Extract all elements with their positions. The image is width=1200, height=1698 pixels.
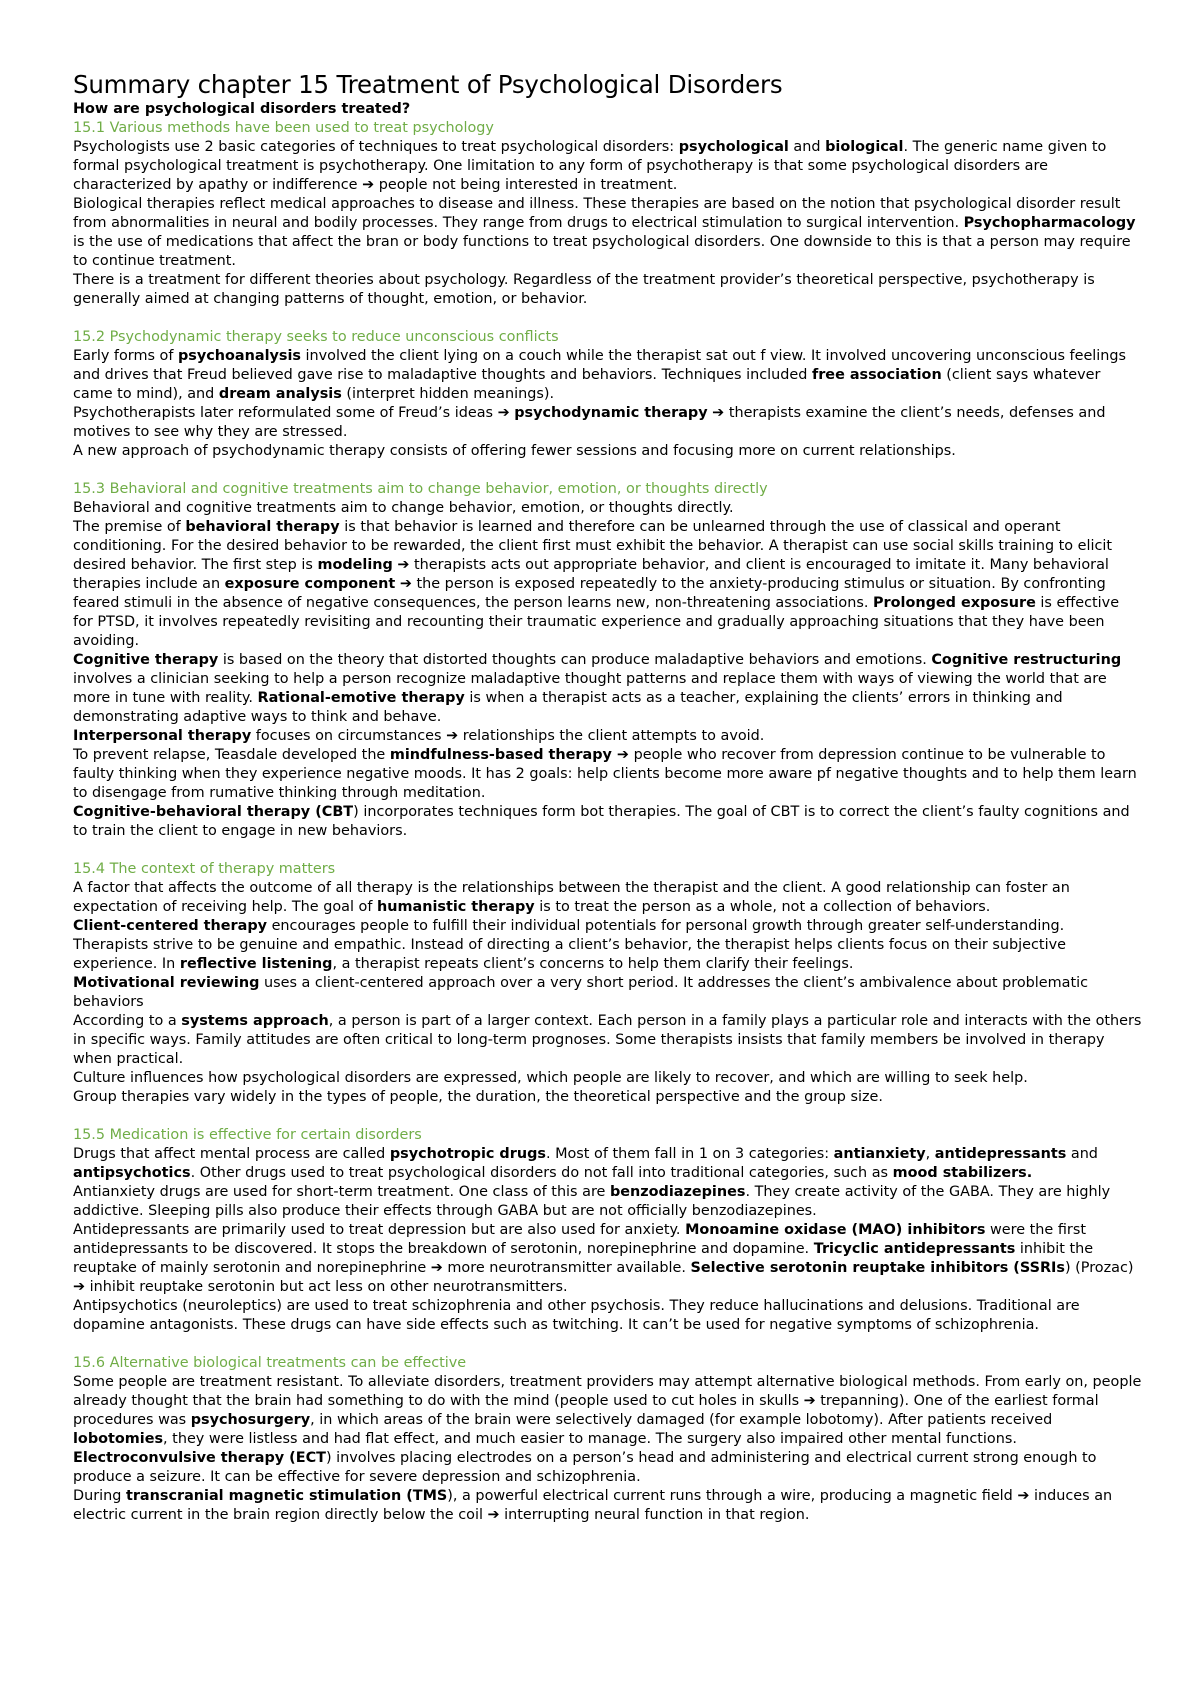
paragraph [73,1373,1143,1449]
text-run: is the use of medications that affect the bran or body functions to treat psychological disorders. One downside to this is that a person may require to continue treatment. [73,234,1131,269]
text-run: and [788,139,826,155]
paragraph [73,1449,1143,1487]
text-run: , they were listless and had flat effect, and much easier to manage. The surgery also impaired other mental functions. [163,1431,1017,1447]
bold-term: antidepressants [934,1146,1067,1162]
paragraph [73,1297,1143,1335]
text-run: is effective for PTSD, it involves repeatedly revisiting and recounting their traumatic experience and gradually approaching situations that they have been avoiding. [73,595,1120,649]
paragraph [73,1183,1143,1221]
section-1 [73,119,1143,309]
text-run: A new approach of psychodynamic therapy consists of offering fewer sessions and focusing more on current relationships. [73,443,956,459]
document-page [73,70,1143,1525]
paragraph [73,499,1143,518]
paragraph [73,1487,1143,1525]
document-subtitle: How are psychological disorders treated? [73,101,411,117]
section-6 [73,1354,1143,1525]
paragraph [73,879,1143,917]
text-run: Antidepressants are primarily used to treat depression but are also used for anxiety. [73,1222,686,1238]
paragraph [73,1145,1143,1183]
text-run: ) involves placing electrodes on a person’s head and administering and electrical current strong enough to produce a seizure. It can be effective for severe depression and schizophrenia. [73,1450,1097,1485]
paragraph [73,138,1143,195]
text-run: , a person is part of a larger context. Each person in a family plays a particular role and interacts with the others in specific ways. Family attitudes are often critical to long-term prognoses. Some therapists insists that family members be involved in therapy when practical. [73,1013,1142,1067]
bold-term: reflective listening [179,956,333,972]
text-run: ➔ therapists examine the client’s needs, defenses and motives to see why they are stressed. [73,405,1106,440]
text-run: Behavioral and cognitive treatments aim to change behavior, emotion, or thoughts directly. [73,500,734,516]
text-run: Some people are treatment resistant. To alleviate disorders, treatment providers may attempt alternative biological methods. From early on, people already thought that the brain had something to do with the mind (people used to cut holes in skulls ➔ trepanning). One of the earliest formal procedures was [73,1374,1142,1428]
section-heading: 15.5 Medication is effective for certain disorders [73,1127,422,1143]
text-run: focuses on circumstances ➔ relationships the client attempts to avoid. [251,728,765,744]
section-heading: 15.2 Psychodynamic therapy seeks to reduce unconscious conflicts [73,329,559,345]
paragraph [73,651,1143,727]
paragraph [73,727,1143,746]
bold-term: psychosurgery [190,1412,311,1428]
text-run: ) (Prozac) ➔ inhibit reuptake serotonin but act less on other neurotransmitters. [73,1260,1134,1295]
bold-term: modeling [317,557,393,573]
bold-term: Motivational reviewing [73,975,260,991]
text-run: During [73,1488,126,1504]
text-run: . They create activity of the GABA. They are highly addictive. Sleeping pills also produce their effects through GABA but are not officially benzodiazepines. [73,1184,1111,1219]
text-run: , [925,1146,935,1162]
section-heading: 15.1 Various methods have been used to treat psychology [73,120,494,136]
bold-term: antipsychotics [73,1165,191,1181]
text-run: , a therapist repeats client’s concerns to help them clarify their feelings. [332,956,854,972]
text-run: Drugs that affect mental process are called [73,1146,390,1162]
text-run: (client says whatever came to mind), and [73,367,1101,402]
text-run: . Most of them fall in 1 on 3 categories: [545,1146,834,1162]
bold-term: Cognitive therapy [73,652,219,668]
bold-term: exposure component [224,576,396,592]
bold-term: psychological [678,139,789,155]
text-run: According to a [73,1013,182,1029]
section-heading: 15.4 The context of therapy matters [73,861,336,877]
text-run: people who recover from depression continue to be vulnerable to faulty thinking when they experience negative moods. It has 2 goals: help clients become more aware pf negative thoughts and to help them learn to disengage from rumative thinking through meditation. [73,747,1137,801]
text-run: is that behavior is learned and therefore can be unlearned through the use of classical and operant conditioning. For the desired behavior to be rewarded, the client first must exhibit the behavior. A therapist can use social skills training to elicit desired behavior. The first step is [73,519,1113,573]
bold-term: Electroconvulsive therapy (ECT [73,1450,326,1466]
text-run: is when a therapist acts as a teacher, explaining the clients’ errors in thinking and demonstrating adaptive ways to think and behave. [73,690,1063,725]
bold-term: Interpersonal therapy [73,728,252,744]
text-run: is to treat the person as a whole, not a collection of behaviors. [534,899,991,915]
bold-term: Tricyclic antidepressants [813,1241,1016,1257]
paragraph [73,746,1143,803]
paragraph [73,1088,1143,1107]
bold-term: Client-centered therapy [73,918,267,934]
text-run: involved the client lying on a couch while the therapist sat out f view. It involved uncovering unconscious feelings and drives that Freud believed gave rise to maladaptive thoughts and behaviors. Techniques included [73,348,1127,383]
bold-term: Prolonged exposure [872,595,1036,611]
text-run: were the first antidepressants to be discovered. It stops the breakdown of serotonin, norepinephrine and dopamine. [73,1222,1086,1257]
bold-term: transcranial magnetic stimulation (TMS [125,1488,448,1504]
text-run: Culture influences how psychological disorders are expressed, which people are likely to recover, and which are willing to seek help. [73,1070,1028,1086]
section-4 [73,860,1143,1107]
text-run: Psychotherapists later reformulated some of Freud’s ideas ➔ [73,405,515,421]
paragraph [73,803,1143,841]
paragraph [73,347,1143,404]
section-spacer [73,1335,1143,1354]
text-run: Biological therapies reflect medical approaches to disease and illness. These therapies are based on the notion that psychological disorder result from abnormalities in neural and bodily processes. They range from drugs to electrical stimulation to surgical intervention. [73,196,1121,231]
text-run: , in which areas of the brain were selectively damaged (for example lobotomy). After patients received [310,1412,1053,1428]
text-run: uses a client-centered approach over a very short period. It addresses the client’s ambivalence about problematic behaviors [73,975,1089,1010]
paragraph [73,917,1143,974]
section-heading: 15.6 Alternative biological treatments can be effective [73,1355,467,1371]
text-run: is based on the theory that distorted thoughts can produce maladaptive behaviors and emotions. [218,652,932,668]
text-run: inhibit the reuptake of mainly serotonin and norepinephrine ➔ more neurotransmitter available. [73,1241,1094,1276]
text-run: ) incorporates techniques form bot therapies. The goal of CBT is to correct the client’s faulty cognitions and to train the client to engage in new behaviors. [73,804,1130,839]
text-run: Psychologists use 2 basic categories of techniques to treat psychological disorders: [73,139,679,155]
text-run: ➔ the person is exposed repeatedly to the anxiety-producing stimulus or situation. By confronting feared stimuli in the absence of negative consequences, the person learns new, non-threatening associations. [73,576,1106,611]
section-heading: 15.3 Behavioral and cognitive treatments aim to change behavior, emotion, or thoughts directly [73,481,768,497]
section-spacer [73,461,1143,480]
bold-term: dream analysis [218,386,342,402]
text-run: involves a clinician seeking to help a person recognize maladaptive thought patterns and replace them with ways of viewing the world that are more in tune with reality. [73,671,1107,706]
bold-term: free association [811,367,942,383]
text-run: . Other drugs used to treat psychological disorders do not fall into traditional categories, such as [190,1165,893,1181]
text-run: Early forms of [73,348,178,364]
bold-term: psychoanalysis [178,348,301,364]
bold-term: biological [825,139,904,155]
bold-term: mindfulness-based therapy ➔ [389,747,629,763]
section-3 [73,480,1143,841]
section-spacer [73,309,1143,328]
paragraph [73,1012,1143,1069]
text-run: and [1066,1146,1098,1162]
bold-term: systems approach [181,1013,329,1029]
text-run: A factor that affects the outcome of all therapy is the relationships between the therapist and the client. A good relationship can foster an expectation of receiving help. The goal of [73,880,1070,915]
document-title: Summary chapter 15 Treatment of Psychological Disorders [73,70,783,99]
paragraph [73,271,1143,309]
text-run: Antianxiety drugs are used for short-term treatment. One class of this are [73,1184,610,1200]
bold-term: Selective serotonin reuptake inhibitors (SSRIs [690,1260,1065,1276]
bold-term: mood stabilizers. [892,1165,1033,1181]
section-spacer [73,841,1143,860]
paragraph [73,195,1143,271]
document-body [73,119,1143,1525]
bold-term: lobotomies [73,1431,164,1447]
bold-term: Cognitive-behavioral therapy (CBT [73,804,354,820]
paragraph [73,518,1143,651]
paragraph [73,404,1143,442]
bold-term: antianxiety [833,1146,926,1162]
text-run: There is a treatment for different theories about psychology. Regardless of the treatment provider’s theoretical perspective, psychotherapy is generally aimed at changing patterns of thought, emotion, or behavior. [73,272,1095,307]
text-run: Group therapies vary widely in the types of people, the duration, the theoretical perspective and the group size. [73,1089,883,1105]
bold-term: humanistic therapy [377,899,535,915]
bold-term: psychodynamic therapy [514,405,708,421]
text-run: encourages people to fulfill their individual potentials for personal growth through greater self-understanding. Therapists strive to be genuine and empathic. Instead of directing a client’s behavior, the therapist helps clients focus on their subjective experience. In [73,918,1066,972]
bold-term: Psychopharmacology [963,215,1136,231]
bold-term: Monoamine oxidase (MAO) inhibitors [685,1222,986,1238]
text-run: To prevent relapse, Teasdale developed the [73,747,390,763]
text-run: The premise of [73,519,186,535]
section-spacer [73,1107,1143,1126]
section-2 [73,328,1143,461]
bold-term: behavioral therapy [185,519,340,535]
bold-term: benzodiazepines [609,1184,746,1200]
paragraph [73,1069,1143,1088]
section-5 [73,1126,1143,1335]
paragraph [73,1221,1143,1297]
text-run: ➔ therapists acts out appropriate behavior, and client is encouraged to imitate it. Many behavioral therapies include an [73,557,1109,592]
text-run: (interpret hidden meanings). [341,386,555,402]
bold-term: Rational-emotive therapy [257,690,465,706]
text-run: ), a powerful electrical current runs through a wire, producing a magnetic field ➔ induces an electric current in the brain region directly below the coil ➔ interrupting neural function in that region. [73,1488,1113,1523]
bold-term: Cognitive restructuring [931,652,1122,668]
bold-term: psychotropic drugs [389,1146,546,1162]
text-run: Antipsychotics (neuroleptics) are used to treat schizophrenia and other psychosis. They reduce hallucinations and delusions. Traditional are dopamine antagonists. These drugs can have side effects such as twitching. It can’t be used for negative symptoms of schizophrenia. [73,1298,1080,1333]
text-run: . The generic name given to formal psychological treatment is psychotherapy. One limitation to any form of psychotherapy is that some psychological disorders are characterized by apathy or indifference ➔ people not being interested in treatment. [73,139,1107,193]
paragraph [73,442,1143,461]
paragraph [73,974,1143,1012]
